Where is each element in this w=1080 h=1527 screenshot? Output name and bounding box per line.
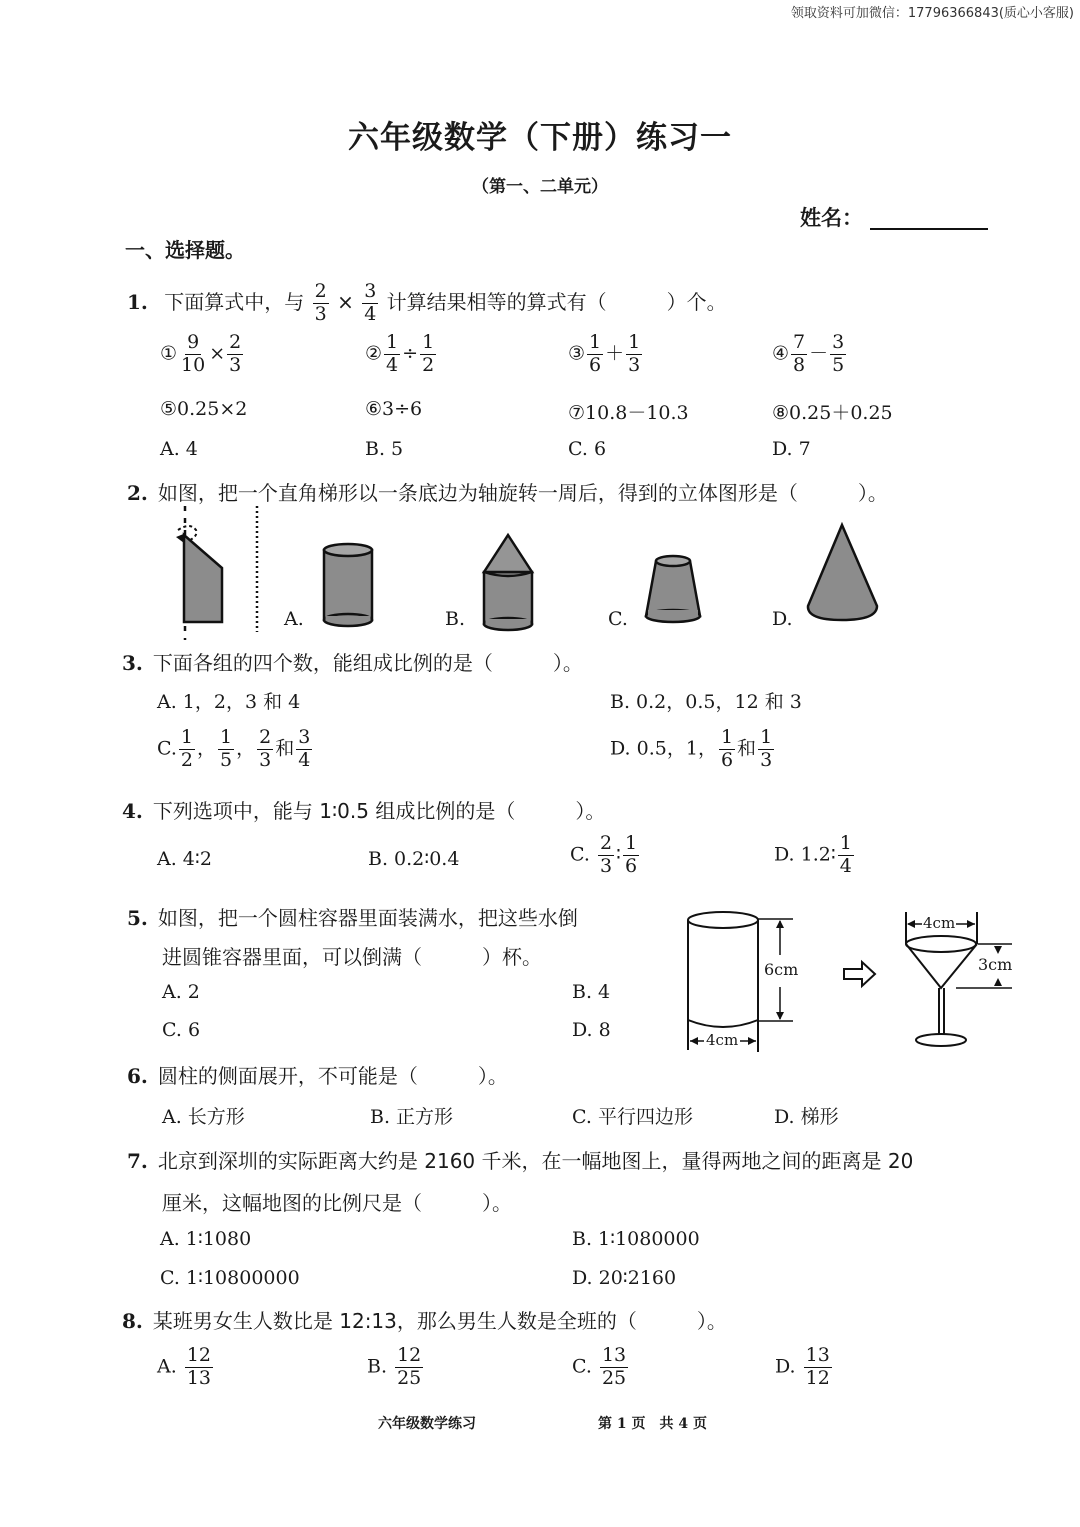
option-d[interactable]: D. 20∶2160 xyxy=(572,1267,677,1289)
page-title: 六年级数学（下册）练习一 xyxy=(348,120,732,156)
option-d[interactable]: D. 0.5，1， $\frac{1}{6}$ 和 $\frac{1}{3}$ xyxy=(610,726,773,771)
cone-diameter-label: 4cm xyxy=(923,914,956,932)
option-b[interactable]: B. 正方形 xyxy=(370,1106,454,1128)
question-7 xyxy=(127,1145,913,1174)
option-a[interactable]: A. xyxy=(284,608,304,630)
fraction: $\frac{2}{3}$ xyxy=(314,280,327,325)
name-label: 姓名： xyxy=(800,206,863,230)
option-d[interactable]: D. 梯形 xyxy=(774,1106,839,1128)
cylinder-diameter-label: 4cm xyxy=(706,1031,739,1049)
question-5-line2: 进圆锥容器里面，可以倒满（ ）杯。 xyxy=(162,945,542,969)
cone-height-label: 3cm xyxy=(978,955,1013,974)
page-number: 第 1 页 共 4 页 xyxy=(598,1416,707,1432)
question-text: 北京到深圳的实际距离大约是 2160 千米，在一幅地图上，量得两地之间的距离是 20 xyxy=(157,1149,914,1173)
question-text: 下列选项中，能与 1∶0.5 组成比例的是（ ）。 xyxy=(152,799,606,823)
question-7-line2: 厘米，这幅地图的比例尺是（ ）。 xyxy=(162,1191,512,1215)
footer-title: 六年级数学练习 xyxy=(378,1416,476,1432)
question-number: 4. xyxy=(122,799,143,823)
operator: × xyxy=(337,289,354,314)
option-d[interactable]: D. 8 xyxy=(572,1019,611,1041)
option-b[interactable]: B. 0.2，0.5，12 和 3 xyxy=(610,691,802,713)
option-c[interactable]: C. 6 xyxy=(568,438,607,460)
question-number: 7. xyxy=(127,1149,148,1173)
expression-3: ③ $\frac{1}{6}$ ＋ $\frac{1}{3}$ xyxy=(568,331,641,376)
option-a[interactable]: A. 长方形 xyxy=(162,1106,245,1128)
option-c[interactable]: C. $\frac{2}{3}$ ∶ $\frac{1}{6}$ xyxy=(570,832,638,877)
question-number: 8. xyxy=(122,1309,143,1333)
page-subtitle: （第一、二单元） xyxy=(472,177,608,197)
option-d[interactable]: D. 1.2∶ $\frac{1}{4}$ xyxy=(774,832,852,877)
option-b[interactable]: B. $\frac{12}{25}$ xyxy=(367,1344,422,1389)
option-a[interactable]: A. 1∶1080 xyxy=(160,1228,252,1250)
option-d[interactable]: D. xyxy=(772,608,793,630)
option-c[interactable]: C. 平行四边形 xyxy=(572,1106,693,1128)
expression-2: ② $\frac{1}{4}$ ÷ $\frac{1}{2}$ xyxy=(365,331,435,376)
option-c[interactable]: C. $\frac{1}{2}$ ， $\frac{1}{5}$ ， $\frac{2}{3}$ 和 $\frac{3}{4}$ xyxy=(157,726,311,771)
question-text: 计算结果相等的算式有（ ）个。 xyxy=(386,289,727,314)
question-number: 2. xyxy=(127,481,148,505)
option-b[interactable]: B. 5 xyxy=(365,438,404,460)
cylinder-height-label: 6cm xyxy=(764,960,799,979)
option-a[interactable]: A. 2 xyxy=(162,981,200,1003)
expression-7: ⑦10.8－10.3 xyxy=(568,402,689,424)
option-b[interactable]: B. 1∶1080000 xyxy=(572,1228,700,1250)
option-c[interactable]: C. 1∶10800000 xyxy=(160,1267,300,1289)
option-b[interactable]: B. xyxy=(445,608,466,630)
question-text: 某班男女生人数比是 12:13，那么男生人数是全班的（ ）。 xyxy=(152,1309,727,1333)
option-a[interactable]: A. $\frac{12}{13}$ xyxy=(157,1344,211,1389)
expression-4: ④ $\frac{7}{8}$ － $\frac{3}{5}$ xyxy=(772,331,845,376)
option-c[interactable]: C. $\frac{13}{25}$ xyxy=(572,1344,627,1389)
question-text: 如图，把一个直角梯形以一条底边为轴旋转一周后，得到的立体图形是（ ）。 xyxy=(157,481,888,505)
question-8 xyxy=(122,1305,727,1334)
expression-6: ⑥3÷6 xyxy=(365,398,423,420)
option-c[interactable]: C. xyxy=(608,608,628,630)
option-a[interactable]: A. 1，2，3 和 4 xyxy=(157,691,301,713)
question-text: 圆柱的侧面展开，不可能是（ ）。 xyxy=(157,1064,508,1088)
fraction: $\frac{3}{4}$ xyxy=(364,280,377,325)
question-number: 5. xyxy=(127,906,148,930)
section-title: 一、选择题。 xyxy=(125,238,245,262)
watermark-text: 领取资料可加微信：17796366843(质心小客服) xyxy=(790,6,1074,21)
option-a[interactable]: A. 4∶2 xyxy=(157,848,212,870)
option-d[interactable]: D. $\frac{13}{12}$ xyxy=(775,1344,830,1389)
option-b[interactable]: B. 0.2∶0.4 xyxy=(368,848,460,870)
option-a[interactable]: A. 4 xyxy=(160,438,198,460)
question-number: 6. xyxy=(127,1064,148,1088)
expression-1: ① $\frac{9}{10}$ × $\frac{2}{3}$ xyxy=(160,331,242,376)
expression-5: ⑤0.25×2 xyxy=(160,398,248,420)
question-number: 3. xyxy=(122,651,143,675)
expression-8: ⑧0.25＋0.25 xyxy=(772,402,893,424)
option-d[interactable]: D. 7 xyxy=(772,438,811,460)
question-text: 如图，把一个圆柱容器里面装满水，把这些水倒 xyxy=(157,906,578,930)
option-c[interactable]: C. 6 xyxy=(162,1019,201,1041)
question-6 xyxy=(127,1060,508,1089)
question-text: 下面各组的四个数，能组成比例的是（ ）。 xyxy=(152,651,583,675)
question-number: 1. xyxy=(127,289,148,314)
question-text: 下面算式中，与 xyxy=(164,289,305,314)
option-b[interactable]: B. 4 xyxy=(572,981,611,1003)
